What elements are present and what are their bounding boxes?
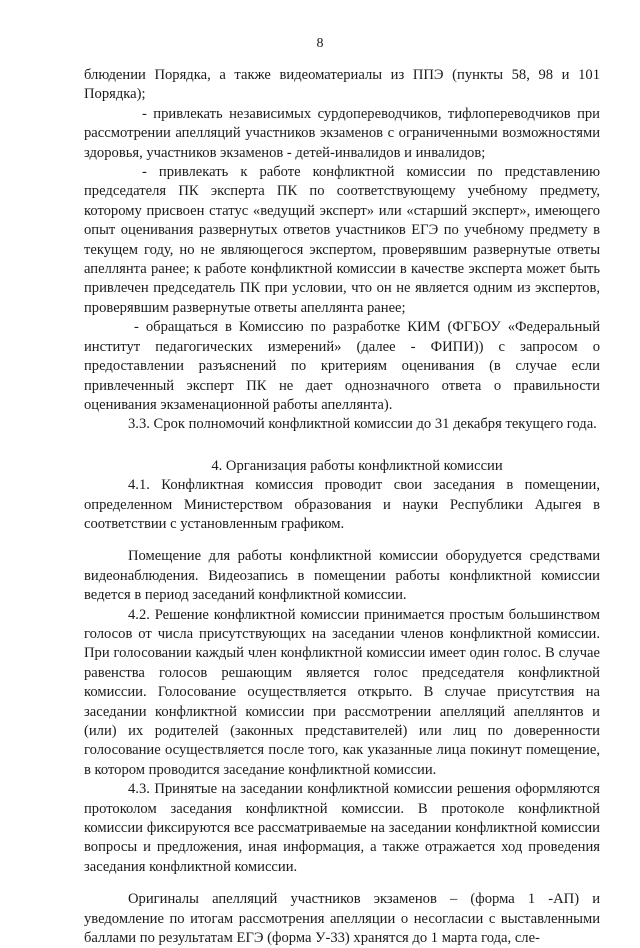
paragraph-continuation: блюдении Порядка, а также видеоматериалы из ППЭ (пункты 58, 98 и 101 Порядка); bbox=[84, 67, 600, 103]
page-number: 8 bbox=[316, 36, 324, 51]
paragraph-4-3: 4.3. Принятые на заседании конфликтной комиссии решения оформляются протоколом заседания конфликтной комиссии. В протоколе конфликтной комиссии фиксируются все рассматриваемые на заседании конфликтной комиссии вопросы и предложения, иная информация, а также отражается ход проведения заседания конфликтной комиссии. bbox=[84, 781, 600, 875]
section-heading-4: 4. Организация работы конфликтной комиссии bbox=[211, 457, 503, 474]
paragraph-involve-expert: - привлекать к работе конфликтной комиссии по представлению председателя ПК эксперта ПК по соответствующему учебному предмету, которому присвоен статус «ведущий эксперт» или «старший эксперт», имеющего опыт оценивания развернутых ответов участников ЕГЭ по учебному предмету в текущем году, но не являющегося экспертом, проверявшим развернутые ответы апеллянта ранее; к работе конфликтной комиссии в качестве эксперта может быть привлечен председатель ПК при условии, что он не является одним из экспертов, проверявшим развернутые ответы апеллянта ранее; bbox=[84, 164, 600, 316]
paragraph-sign-interpreters: - привлекать независимых сурдопереводчиков, тифлопереводчиков при рассмотрении апелляций участников экзаменов с ограниченными возможностями здоровья, участников экзаменов - детей-инвалидов и инвалидов; bbox=[84, 105, 600, 161]
paragraph-originals-storage: Оригиналы апелляций участников экзаменов – (форма 1 -АП) и уведомление по итогам рассмотрения апелляции о несогласии с выставленными баллами по результатам ЕГЭ (форма У-33) хранятся до 1 марта года, сле- bbox=[84, 891, 600, 947]
paragraph-4-1: 4.1. Конфликтная комиссия проводит свои заседания в помещении, определенном Министерством образования и науки Республики Адыгея в соответствии с установленным графиком. bbox=[84, 477, 600, 532]
document-body bbox=[84, 66, 600, 948]
paragraph-contact-fipi: - обращаться в Комиссию по разработке КИМ (ФГБОУ «Федеральный институт педагогических измерений» (далее - ФИПИ)) с запросом о предоставлении разъяснений по критериям оценивания (в случае если привлеченный эксперт ПК не дает однозначного ответа о правильности оценивания экзаменационной работы апеллянта). bbox=[84, 319, 600, 413]
paragraph-video-surveillance: Помещение для работы конфликтной комиссии оборудуется средствами видеонаблюдения. Видеозапись в помещении работы конфликтной комиссии ведется в период заседаний конфликтной комиссии. bbox=[84, 548, 600, 604]
paragraph-3-3: 3.3. Срок полномочий конфликтной комиссии до 31 декабря текущего года. bbox=[128, 416, 597, 433]
paragraph-4-2: 4.2. Решение конфликтной комиссии принимается простым большинством голосов от числа присутствующих на заседании членов конфликтной комиссии. При голосовании каждый член конфликтной комиссии имеет один голос. В случае равенства голосов решающим является голос председателя конфликтной комиссии. Голосование осуществляется открыто. В случае присутствия на заседании конфликтной комиссии при рассмотрении апелляций апеллянтов и (или) их родителей (законных представителей) или лиц по доверенности голосование осуществляется после того, как указанные лица покинут помещение, в котором проводится заседание конфликтной комиссии. bbox=[84, 606, 600, 778]
